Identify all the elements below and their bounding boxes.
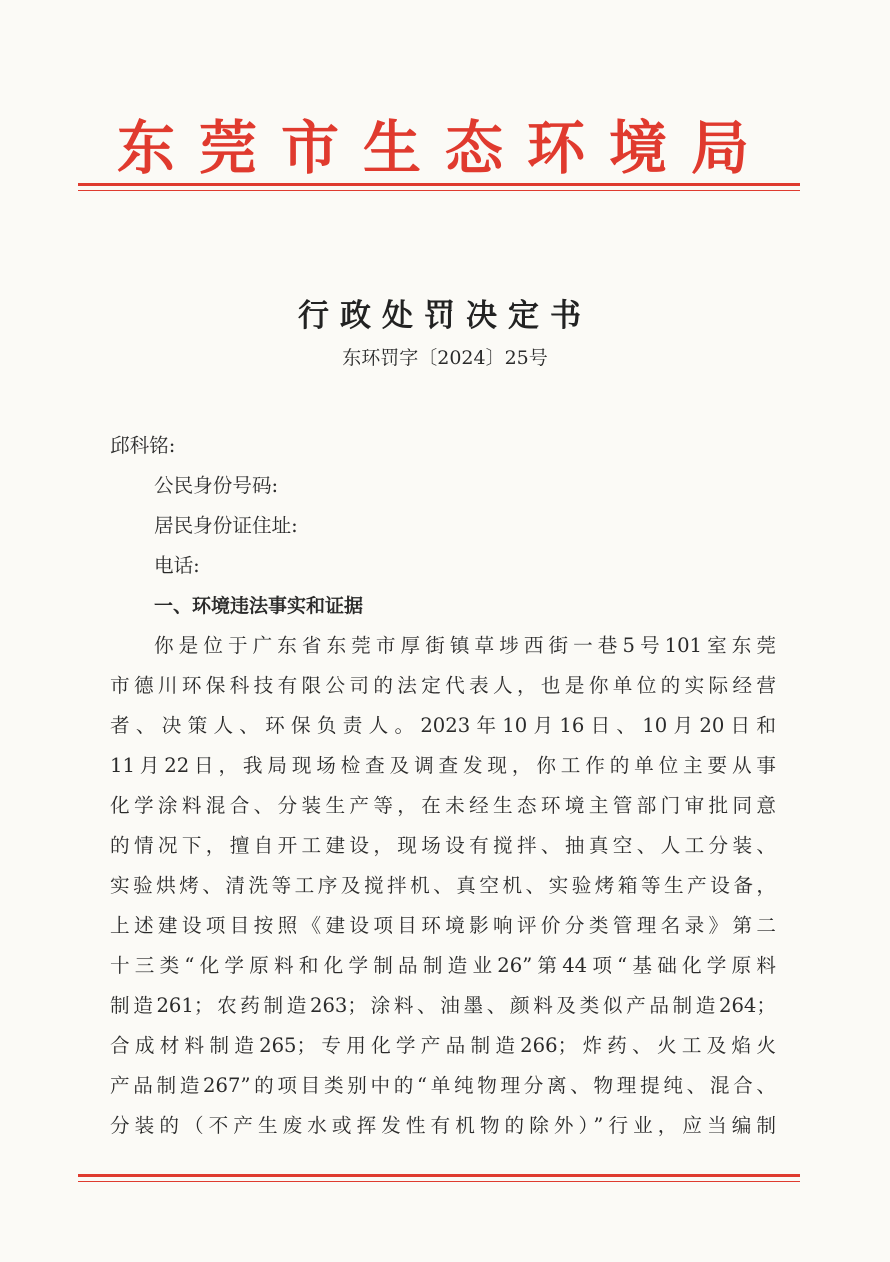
paragraph-line: 者、决策人、环保负责人。2023年10月16日、10月20日和	[110, 714, 776, 737]
id-number-label	[110, 466, 776, 506]
footer-red-rule	[78, 1174, 800, 1177]
agency-letterhead: 东莞市生态环境局	[116, 114, 773, 182]
header-red-rule	[78, 183, 800, 186]
paragraph-line: 合成材料制造265；专用化学产品制造266；炸药、火工及焰火	[110, 1034, 776, 1057]
footer-red-rule-thin	[78, 1181, 800, 1182]
document-number: 东环罚字〔2024〕25号	[342, 347, 548, 369]
paragraph-line: 制造261；农药制造263；涂料、油墨、颜料及类似产品制造264；	[110, 994, 776, 1017]
paragraph-line: 十三类“化学原料和化学制品制造业26”第44项“基础化学原料	[110, 954, 776, 977]
recipient-name: 邱科铭:	[110, 434, 176, 457]
section-heading: 一、环境违法事实和证据	[154, 595, 364, 617]
phone-label: 电话:	[154, 554, 200, 577]
paragraph-line: 的情况下，擅自开工建设，现场设有搅拌、抽真空、人工分装、	[110, 834, 776, 857]
paragraph-line: 你是位于广东省东莞市厚街镇草埗西街一巷5号101室东莞	[154, 634, 776, 657]
paragraph-line: 分装的（不产生废水或挥发性有机物的除外）”行业，应当编制	[110, 1114, 776, 1137]
paragraph-line: 上述建设项目按照《建设项目环境影响评价分类管理名录》第二	[110, 914, 776, 937]
address-label: 居民身份证住址:	[154, 514, 298, 537]
document-body	[110, 426, 776, 1146]
id-number-label-text: 公民身份号码:	[154, 474, 279, 497]
paragraph-line: 化学涂料混合、分装生产等，在未经生态环境主管部门审批同意	[110, 794, 776, 817]
header-red-rule-thin	[78, 190, 800, 191]
paragraph-line: 11月22日，我局现场检查及调查发现，你工作的单位主要从事	[110, 754, 776, 777]
paragraph-line: 市德川环保科技有限公司的法定代表人，也是你单位的实际经营	[110, 674, 776, 697]
paragraph-line: 实验烘烤、清洗等工序及搅拌机、真空机、实验烤箱等生产设备，	[110, 874, 776, 897]
paragraph-line: 产品制造267”的项目类别中的“单纯物理分离、物理提纯、混合、	[110, 1074, 776, 1097]
document-title: 行政处罚决定书	[298, 298, 592, 334]
